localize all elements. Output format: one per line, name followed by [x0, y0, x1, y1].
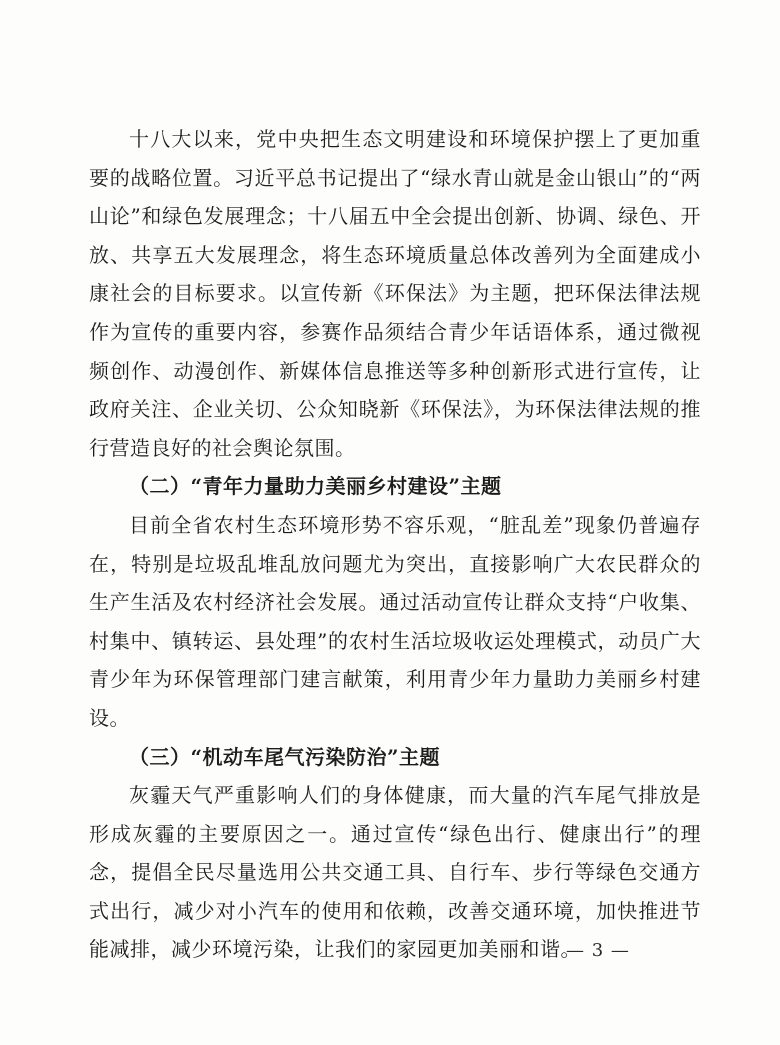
paragraph-haze-exhaust: 灰霾天气严重影响人们的身体健康，而大量的汽车尾气排放是形成灰霾的主要原因之一。通过宣传“绿色出行、健康出行”的理念，提倡全民尽量选用公共交通工具、自行车、步行等绿色交通方式出行，减少对小汽车的使用和依赖，改善交通环境，加快推进节能减排，减少环境污染，让我们的家园更加美丽和谐。: [89, 783, 701, 962]
section-heading-vehicle-exhaust: （三）“机动车尾气污染防治”主题: [129, 744, 441, 769]
page-number: — 3 —: [566, 940, 630, 961]
paragraph-rural-environment: 目前全省农村生态环境形势不容乐观，“脏乱差”现象仍普遍存在，特别是垃圾乱堆乱放问题尤为突出，直接影响广大农民群众的生产生活及农村经济社会发展。通过活动宣传让群众支持“户收集、村集中、镇转运、县处理”的农村生活垃圾收运处理模式，动员广大青少年为环保管理部门建言献策，利用青少年力量助力美丽乡村建设。: [89, 512, 701, 730]
paragraph-ecological-civilization: 十八大以来，党中央把生态文明建设和环境保护摆上了更加重要的战略位置。习近平总书记提出了“绿水青山就是金山银山”的“两山论”和绿色发展理念；十八届五中全会提出创新、协调、绿色、开放、共享五大发展理念，将生态环境质量总体改善列为全面建成小康社会的目标要求。以宣传新《环保法》为主题，把环保法律法规作为宣传的重要内容，参赛作品须结合青少年话语体系，通过微视频创作、动漫创作、新媒体信息推送等多种创新形式进行宣传，让政府关注、企业关切、公众知晓新《环保法》，为环保法律法规的推行营造良好的社会舆论氛围。: [89, 127, 701, 460]
section-heading-rural-construction: （二）“青年力量助力美丽乡村建设”主题: [129, 474, 502, 499]
document-body: [89, 120, 701, 969]
